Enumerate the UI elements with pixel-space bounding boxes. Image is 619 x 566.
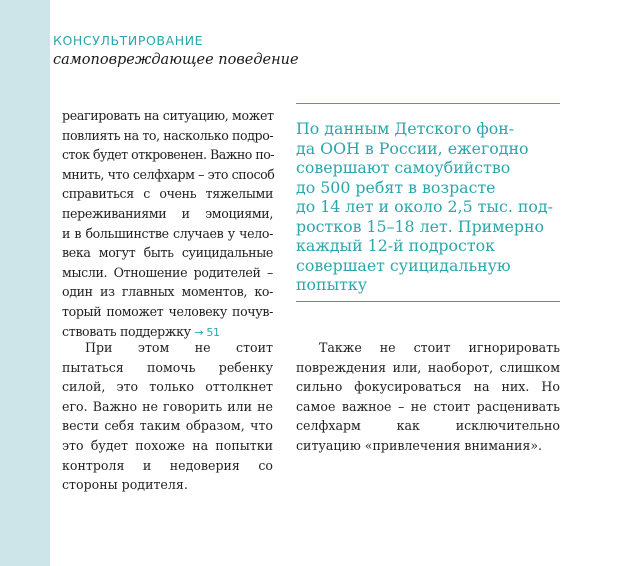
text-line: сток будет откровенен. Важно по-	[62, 147, 275, 163]
text-line-content: ствовать поддержку	[62, 323, 191, 339]
text-line: повлиять на то, насколько подро-	[62, 127, 274, 143]
text-line: века могут быть суицидальные	[62, 245, 273, 261]
callout-line: По данным Детского фон-	[296, 119, 515, 138]
section-title: КОНСУЛЬТИРОВАНИЕ	[53, 33, 204, 48]
callout-line: совершают самоубийство	[296, 158, 511, 177]
text-line: торый поможет человеку почув-	[62, 303, 273, 319]
callout-line: ростков 15–18 лет. Примерно	[296, 216, 544, 236]
callout-line: каждый 12-й подросток	[296, 236, 496, 255]
text-line: и в большинстве случаев у чело-	[62, 225, 273, 241]
paragraph-text: При этом не стоит пытаться помочь ребенку силой, это только оттолкнет его. Важно не говорить или не вести себя таким образом, что это будет похоже на попытки контроля и недоверия со стороны родителя.	[62, 340, 273, 493]
running-header	[53, 33, 299, 70]
left-column-paragraph-1	[62, 106, 273, 342]
paragraph-text: Также не стоит игнорировать повреждения или, наоборот, слишком сильно фокусироваться на них. Но самое важное – не стоит расценивать селфхарм как исключительно ситуацию «привлечения внимания».	[296, 340, 560, 453]
text-line: мнить, что селфхарм – это способ	[62, 166, 275, 182]
callout-line: до 14 лет и около 2,5 тыс. под-	[296, 197, 553, 216]
page-reference-link[interactable]: → 51	[194, 325, 220, 339]
callout-line: да ООН в России, ежегодно	[296, 138, 529, 158]
right-column-paragraph	[296, 338, 560, 456]
text-line: реагировать на ситуацию, может	[62, 108, 274, 123]
callout-line: до 500 ребят в возрасте	[296, 177, 496, 197]
text-line: переживаниями и эмоциями,	[62, 205, 273, 221]
text-line: один из главных моментов, ко-	[62, 284, 273, 300]
side-color-band	[0, 0, 50, 566]
callout-text	[296, 119, 560, 295]
text-line: мысли. Отношение родителей –	[62, 264, 273, 280]
text-line: справиться с очень тяжелыми	[62, 186, 273, 202]
subsection-title: самоповреждающее поведение	[53, 52, 299, 68]
callout-line: совершает суицидальную	[296, 255, 511, 275]
callout-line: попытку	[296, 275, 368, 294]
left-column-paragraph-2	[62, 338, 273, 495]
